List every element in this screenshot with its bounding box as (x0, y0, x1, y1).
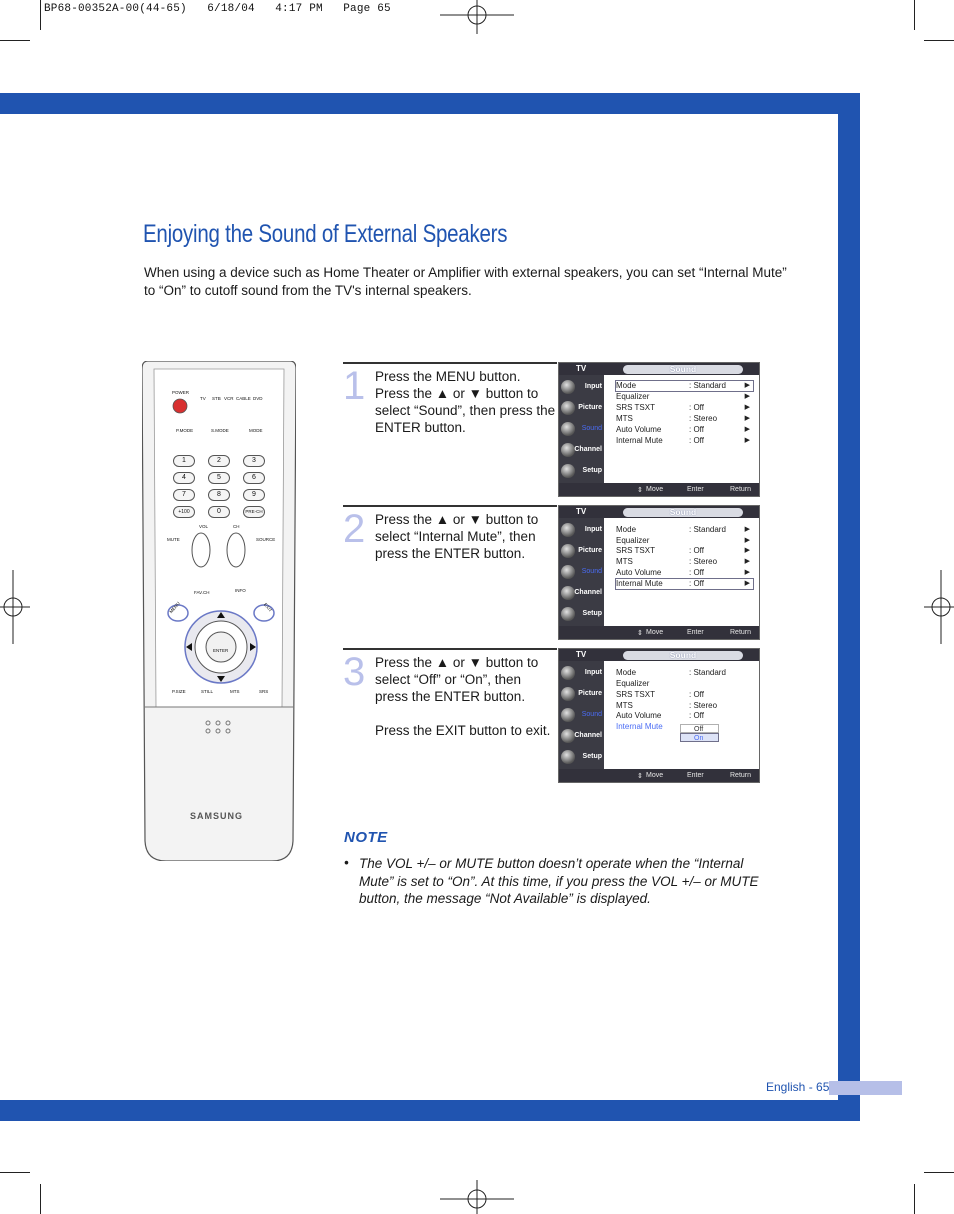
step-3-number: 3 (343, 650, 366, 694)
remote-psize-label: P.SIZE (172, 689, 186, 694)
remote-mode-vcr: VCR (224, 396, 234, 401)
remote-mode-stb: STB (212, 396, 221, 401)
osd-row-internal-mute: Internal Mute : Off ▶ (616, 436, 750, 445)
osd-sidebar (559, 661, 604, 771)
right-blue-band (838, 93, 860, 1121)
registration-mark-left (0, 570, 30, 644)
osd-side-setup: Setup (559, 461, 604, 482)
sound-icon (561, 565, 575, 579)
osd-hint-move: Move (646, 772, 664, 779)
step-1-rule (343, 362, 557, 364)
osd-side-sound: Sound (559, 705, 604, 726)
picture-icon (561, 687, 575, 701)
step-1-line-1: Press the MENU button. (375, 369, 521, 384)
osd-tv-label: TV (576, 650, 587, 659)
remote-smode-label: S.MODE (211, 428, 229, 433)
arrow-right-icon: ▶ (744, 437, 750, 444)
sound-icon (561, 708, 575, 722)
arrow-right-icon: ▶ (744, 569, 750, 576)
arrow-right-icon: ▶ (744, 558, 750, 565)
osd-titlebar (559, 649, 759, 661)
osd-screen-1 (558, 362, 760, 497)
page-number: English - 65 (766, 1080, 830, 1094)
registration-mark-bottom (440, 1180, 514, 1214)
step-2-text (375, 511, 557, 562)
osd-side-picture: Picture (559, 398, 604, 419)
setup-icon (561, 750, 575, 764)
osd-side-input: Input (559, 377, 604, 398)
top-blue-band (0, 93, 860, 114)
step-2-line-1: Press the ▲ or ▼ button to select “Internal Mute”, then press the ENTER button. (375, 512, 539, 561)
osd-title: Sound (623, 508, 743, 517)
registration-mark-right (924, 570, 954, 644)
input-icon (561, 380, 575, 394)
osd-row-mode: Mode : Standard ▶ (616, 381, 753, 391)
osd-row-equalizer: Equalizer ▶ (616, 536, 750, 545)
remote-ch-label: CH (233, 524, 240, 529)
remote-brand-logo: SAMSUNG (190, 811, 244, 821)
remote-digit-8: 8 (208, 489, 230, 501)
updown-icon: ⇕ (637, 630, 643, 637)
remote-body (142, 361, 296, 861)
remote-mode-cable: CABLE (236, 396, 251, 401)
remote-control-illustration (142, 361, 296, 861)
step-3-line-1: Press the ▲ or ▼ button to select “Off” or “On”, then press the ENTER button. (375, 655, 539, 704)
sound-icon (561, 422, 575, 436)
osd-row-internal-mute: Internal Mute (616, 722, 663, 731)
arrow-right-icon: ▶ (744, 426, 750, 433)
remote-source-label: SOURCE (256, 537, 276, 542)
arrow-right-icon: ▶ (744, 404, 750, 411)
osd-row-equalizer: Equalizer (616, 679, 650, 688)
remote-digit-5: 5 (208, 472, 230, 484)
remote-menu-label: MENU (168, 600, 181, 615)
osd-tv-label: TV (576, 364, 587, 373)
osd-row-auto-volume: Auto Volume : Off ▶ (616, 568, 750, 577)
arrow-right-icon: ▶ (744, 537, 750, 544)
note-text: The VOL +/– or MUTE button doesn’t operate when the “Internal Mute” is set to “On”. At this time, if you press the VOL +/– or MUTE button, the message “Not Available” is displayed. (359, 856, 759, 906)
channel-icon (561, 729, 575, 743)
page-tab (829, 1081, 902, 1095)
bottom-blue-band (0, 1100, 860, 1121)
remote-digit-3: 3 (243, 455, 265, 467)
remote-still-label: STILL (201, 689, 214, 694)
picture-icon (561, 401, 575, 415)
remote-mts-label: MTS (230, 689, 240, 694)
remote-srs-label: SRS (259, 689, 269, 694)
arrow-right-icon: ▶ (744, 382, 750, 389)
remote-info-label: INFO (235, 588, 246, 593)
osd-option-on: On (680, 733, 719, 742)
osd-titlebar (559, 363, 759, 375)
osd-row-srs: SRS TSXT : Off (616, 690, 704, 699)
remote-digit-9: 9 (243, 489, 265, 501)
osd-side-channel: Channel (559, 440, 604, 461)
osd-screen-2 (558, 505, 760, 640)
note-bullet: • (344, 855, 349, 870)
osd-sidebar (559, 518, 604, 628)
osd-hint-enter: Enter (687, 486, 704, 493)
osd-row-srs: SRS TSXT : Off ▶ (616, 403, 750, 412)
osd-hint-return: Return (730, 629, 752, 636)
remote-exit-label: EXIT (262, 602, 274, 613)
osd-side-channel: Channel (559, 726, 604, 747)
remote-enter-label: ENTER (213, 648, 229, 653)
osd-side-input: Input (559, 520, 604, 541)
osd-side-input: Input (559, 663, 604, 684)
step-1-text (375, 368, 557, 436)
setup-icon (561, 607, 575, 621)
osd-side-setup: Setup (559, 747, 604, 768)
osd-hint-bar (559, 626, 759, 639)
osd-row-srs: SRS TSXT : Off ▶ (616, 546, 750, 555)
osd-hint-move: Move (646, 486, 664, 493)
osd-row-mts: MTS : Stereo (616, 701, 718, 710)
osd-row-mode: Mode : Standard (616, 668, 726, 677)
updown-icon: ⇕ (637, 773, 643, 780)
osd-hint-bar (559, 769, 759, 782)
remote-digit-4: 4 (173, 472, 195, 484)
step-2-number: 2 (343, 507, 366, 551)
input-icon (561, 523, 575, 537)
osd-row-mode: Mode : Standard ▶ (616, 525, 750, 534)
setup-icon (561, 464, 575, 478)
osd-hint-return: Return (730, 772, 752, 779)
step-1-number: 1 (343, 364, 366, 408)
osd-row-mts: MTS : Stereo ▶ (616, 557, 750, 566)
osd-row-mts: MTS : Stereo ▶ (616, 414, 750, 423)
step-1-line-2: Press the ▲ or ▼ button to select “Sound”, then press the ENTER button. (375, 386, 556, 435)
note-heading: NOTE (344, 829, 388, 846)
osd-screen-3 (558, 648, 760, 783)
remote-mode-label: MODE (249, 428, 263, 433)
remote-digit-1: 1 (173, 455, 195, 467)
arrow-right-icon: ▶ (744, 393, 750, 400)
osd-titlebar (559, 506, 759, 518)
updown-icon: ⇕ (637, 487, 643, 494)
osd-row-auto-volume: Auto Volume : Off (616, 711, 704, 720)
channel-icon (561, 586, 575, 600)
osd-side-setup: Setup (559, 604, 604, 625)
osd-hint-move: Move (646, 629, 664, 636)
remote-mode-dvd: DVD (253, 396, 263, 401)
osd-title: Sound (623, 651, 743, 660)
remote-mute-label: MUTE (167, 537, 180, 542)
remote-favch-label: FAV.CH (194, 590, 210, 595)
remote-pmode-label: P.MODE (176, 428, 194, 433)
osd-row-internal-mute: Internal Mute : Off ▶ (616, 579, 753, 589)
osd-side-picture: Picture (559, 541, 604, 562)
remote-digit-6: 6 (243, 472, 265, 484)
remote-plus100: +100 (173, 506, 195, 518)
step-2-rule (343, 505, 557, 507)
page-title: Enjoying the Sound of External Speakers (143, 220, 508, 248)
arrow-right-icon: ▶ (744, 415, 750, 422)
step-3-text (375, 654, 557, 739)
channel-icon (561, 443, 575, 457)
printer-slug: BP68-00352A-00(44-65) 6/18/04 4:17 PM Page 65 (44, 3, 391, 15)
remote-power-label: POWER (172, 390, 190, 395)
osd-side-picture: Picture (559, 684, 604, 705)
remote-prech: PRE-CH (243, 506, 265, 518)
remote-digit-2: 2 (208, 455, 230, 467)
step-3-line-3: Press the EXIT button to exit. (375, 723, 551, 738)
remote-digit-0: 0 (208, 506, 230, 518)
arrow-right-icon: ▶ (744, 580, 750, 587)
step-3-rule (343, 648, 557, 650)
osd-row-equalizer: Equalizer ▶ (616, 392, 750, 401)
osd-sidebar (559, 375, 604, 485)
registration-mark-top (440, 0, 514, 34)
osd-hint-return: Return (730, 486, 752, 493)
arrow-right-icon: ▶ (744, 547, 750, 554)
osd-row-auto-volume: Auto Volume : Off ▶ (616, 425, 750, 434)
remote-vol-label: VOL (199, 524, 209, 529)
picture-icon (561, 544, 575, 558)
osd-side-sound: Sound (559, 562, 604, 583)
intro-paragraph: When using a device such as Home Theater or Amplifier with external speakers, you can set “Internal Mute” to “On” to cutoff sound from the TV's internal speakers. (144, 265, 787, 298)
arrow-right-icon: ▶ (744, 526, 750, 533)
osd-option-off: Off (680, 724, 719, 733)
osd-hint-enter: Enter (687, 629, 704, 636)
remote-mode-tv: TV (200, 396, 206, 401)
osd-side-channel: Channel (559, 583, 604, 604)
osd-hint-enter: Enter (687, 772, 704, 779)
osd-title: Sound (623, 365, 743, 374)
input-icon (561, 666, 575, 680)
osd-hint-bar (559, 483, 759, 496)
osd-side-sound: Sound (559, 419, 604, 440)
osd-tv-label: TV (576, 507, 587, 516)
remote-digit-7: 7 (173, 489, 195, 501)
